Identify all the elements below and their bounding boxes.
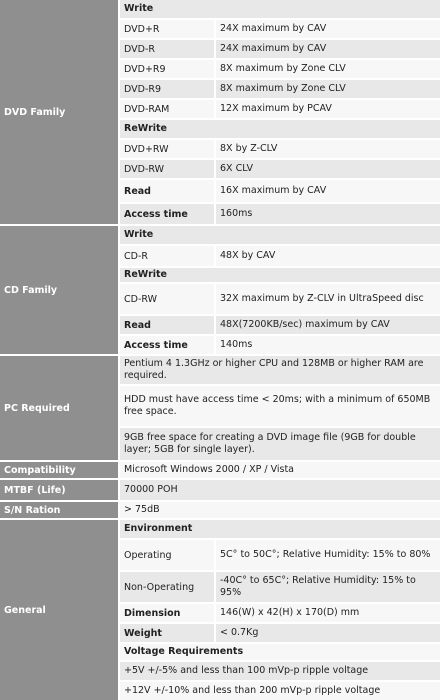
sn-ratio-group: [0, 502, 440, 518]
pc-required-category: PC Required: [0, 356, 118, 460]
table-row: [120, 386, 440, 426]
dimension-label: Dimension: [120, 604, 214, 622]
compatibility-value: Microsoft Windows 2000 / XP / Vista: [120, 462, 440, 478]
table-row: [120, 540, 440, 570]
dimension-value: 146(W) x 42(H) x 170(D) mm: [216, 604, 440, 622]
cd-write-label: CD-R: [120, 246, 214, 266]
environment-header-row: [120, 520, 440, 538]
table-row: [120, 40, 440, 58]
table-row: [120, 316, 440, 334]
dvd-access-value: 160ms: [216, 204, 440, 224]
dvd-rewrite-value: 8X by Z-CLV: [216, 140, 440, 158]
dvd-write-label: DVD-R: [120, 40, 214, 58]
table-row: [120, 502, 440, 518]
dvd-read-value: 16X maximum by CAV: [216, 180, 440, 202]
cd-write-header-row: [120, 226, 440, 244]
dvd-write-header-row: [120, 0, 440, 18]
sn-ratio-value: > 75dB: [120, 502, 440, 518]
table-row: [120, 80, 440, 98]
pc-required-line: 9GB free space for creating a DVD image file (9GB for double layer; 5GB for single layer).: [120, 428, 440, 460]
table-row: [120, 662, 440, 680]
cd-rewrite-value: 32X maximum by Z-CLV in UltraSpeed disc: [216, 284, 440, 314]
cd-write-header: Write: [120, 226, 440, 244]
table-row: [120, 100, 440, 118]
table-row: [120, 160, 440, 178]
cd-access-value: 140ms: [216, 336, 440, 354]
dvd-rewrite-label: DVD-RW: [120, 160, 214, 178]
dvd-family-category: DVD Family: [0, 0, 118, 224]
dvd-rewrite-header-row: [120, 120, 440, 138]
mtbf-value: 70000 POH: [120, 480, 440, 500]
cd-rewrite-label: CD-RW: [120, 284, 214, 314]
dvd-rewrite-label: DVD+RW: [120, 140, 214, 158]
voltage-line: +12V +/-10% and less than 200 mVp-p ripple voltage: [120, 682, 440, 700]
table-row: [120, 60, 440, 78]
dvd-write-header: Write: [120, 0, 440, 18]
general-category: General: [0, 520, 118, 700]
pc-required-line: HDD must have access time < 20ms; with a minimum of 650MB free space.: [120, 386, 440, 426]
cd-family-category: CD Family: [0, 226, 118, 354]
pc-required-group: [0, 356, 440, 460]
non-operating-value: -40C° to 65C°; Relative Humidity: 15% to 95%: [216, 572, 440, 602]
mtbf-group: [0, 480, 440, 500]
environment-header: Environment: [120, 520, 440, 538]
dvd-write-value: 8X maximum by Zone CLV: [216, 80, 440, 98]
cd-write-value: 48X by CAV: [216, 246, 440, 266]
dvd-read-label: Read: [120, 180, 214, 202]
non-operating-label: Non-Operating: [120, 572, 214, 602]
general-group: [0, 520, 440, 700]
cd-family-group: [0, 226, 440, 354]
table-row: [120, 20, 440, 38]
table-row: [120, 604, 440, 622]
table-row: [120, 246, 440, 266]
dvd-rewrite-header: ReWrite: [120, 120, 440, 138]
sn-ratio-category: S/N Ration: [0, 502, 118, 518]
voltage-line: +5V +/-5% and less than 100 mVp-p ripple voltage: [120, 662, 440, 680]
cd-read-label: Read: [120, 316, 214, 334]
voltage-header-row: [120, 644, 440, 660]
table-row: [120, 682, 440, 700]
dvd-rewrite-value: 6X CLV: [216, 160, 440, 178]
dvd-access-label: Access time: [120, 204, 214, 224]
operating-label: Operating: [120, 540, 214, 570]
cd-read-value: 48X(7200KB/sec) maximum by CAV: [216, 316, 440, 334]
table-row: [120, 480, 440, 500]
compatibility-group: [0, 462, 440, 478]
dvd-write-label: DVD+R: [120, 20, 214, 38]
pc-required-line: Pentium 4 1.3GHz or higher CPU and 128MB or higher RAM are required.: [120, 356, 440, 384]
table-row: [120, 336, 440, 354]
dvd-write-value: 24X maximum by CAV: [216, 40, 440, 58]
table-row: [120, 428, 440, 460]
operating-value: 5C° to 50C°; Relative Humidity: 15% to 80%: [216, 540, 440, 570]
table-row: [120, 572, 440, 602]
cd-rewrite-header: ReWrite: [120, 268, 440, 282]
table-row: [120, 284, 440, 314]
table-row: [120, 356, 440, 384]
table-row: [120, 180, 440, 202]
compatibility-category: Compatibility: [0, 462, 118, 478]
dvd-write-value: 8X maximum by Zone CLV: [216, 60, 440, 78]
cd-access-label: Access time: [120, 336, 214, 354]
voltage-header: Voltage Requirements: [120, 644, 440, 660]
dvd-family-group: [0, 0, 440, 224]
table-row: [120, 140, 440, 158]
dvd-write-label: DVD+R9: [120, 60, 214, 78]
cd-rewrite-header-row: [120, 268, 440, 282]
dvd-write-value: 12X maximum by PCAV: [216, 100, 440, 118]
mtbf-category: MTBF (Life): [0, 480, 118, 500]
table-row: [120, 462, 440, 478]
dvd-write-label: DVD-R9: [120, 80, 214, 98]
dvd-write-label: DVD-RAM: [120, 100, 214, 118]
table-row: [120, 204, 440, 224]
dvd-write-value: 24X maximum by CAV: [216, 20, 440, 38]
weight-value: < 0.7Kg: [216, 624, 440, 642]
weight-label: Weight: [120, 624, 214, 642]
table-row: [120, 624, 440, 642]
